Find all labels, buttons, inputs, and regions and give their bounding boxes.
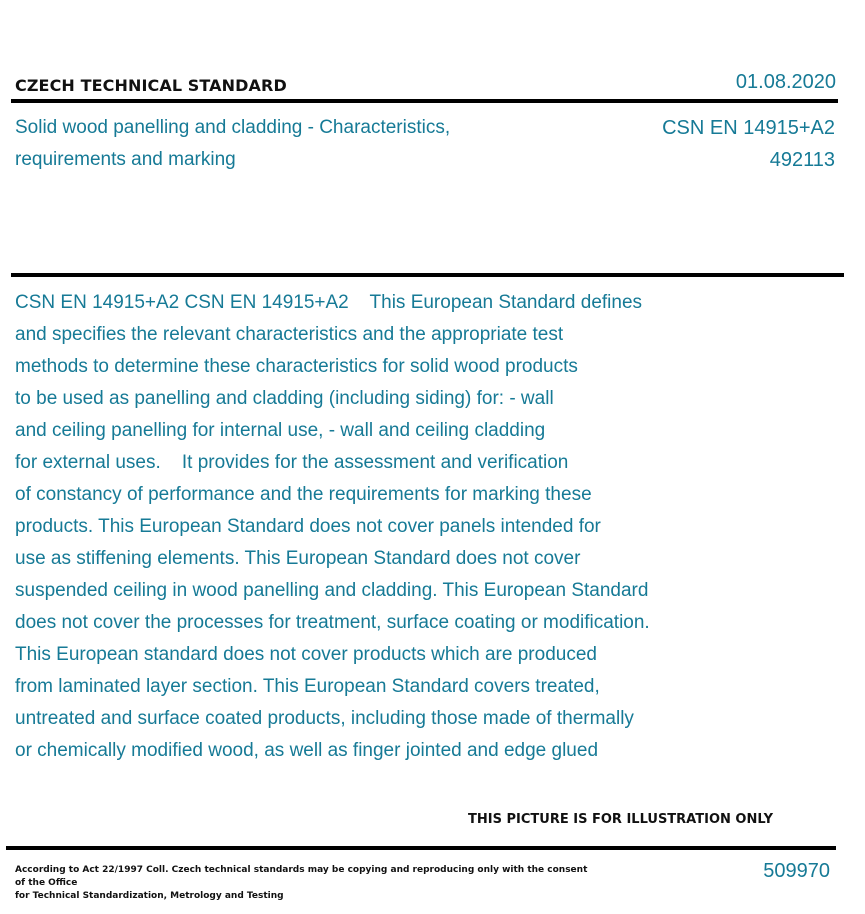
abstract-line: does not cover the processes for treatment, surface coating or modification. bbox=[15, 612, 650, 633]
header-date: 01.08.2020 bbox=[735, 71, 836, 93]
abstract-line: use as stiffening elements. This European Standard does not cover bbox=[15, 548, 581, 569]
abstract-line: This European standard does not cover products which are produced bbox=[15, 644, 597, 665]
abstract-line: suspended ceiling in wood panelling and cladding. This European Standard bbox=[15, 580, 649, 601]
footer-number: 509970 bbox=[763, 860, 830, 882]
footer-legal-line: for Technical Standardization, Metrology and Testing bbox=[15, 891, 284, 901]
standard-code: CSN EN 14915+A2 bbox=[662, 117, 835, 139]
abstract-line: or chemically modified wood, as well as finger jointed and edge glued bbox=[15, 740, 599, 761]
section-divider bbox=[11, 273, 844, 277]
standard-title-line: requirements and marking bbox=[15, 149, 236, 170]
footer-legal-note bbox=[15, 864, 595, 903]
standard-class-number: 492113 bbox=[769, 149, 835, 171]
abstract-line: untreated and surface coated products, including those made of thermally bbox=[15, 708, 634, 729]
footer-legal-line: According to Act 22/1997 Coll. Czech technical standards may be copying and reproducing only with the consent of the Office bbox=[15, 865, 588, 888]
abstract-text bbox=[15, 287, 755, 767]
illustration-note: THIS PICTURE IS FOR ILLUSTRATION ONLY bbox=[468, 812, 773, 827]
standard-title-line: Solid wood panelling and cladding - Characteristics, bbox=[15, 117, 451, 138]
footer-divider bbox=[6, 846, 836, 850]
abstract-line: CSN EN 14915+A2 CSN EN 14915+A2 This European Standard defines bbox=[15, 292, 643, 313]
abstract-line: of constancy of performance and the requirements for marking these bbox=[15, 484, 592, 505]
abstract-line: to be used as panelling and cladding (including siding) for: - wall bbox=[15, 388, 554, 409]
abstract-line: for external uses. It provides for the assessment and verification bbox=[15, 452, 569, 473]
abstract-line: products. This European Standard does not cover panels intended for bbox=[15, 516, 601, 537]
abstract-line: from laminated layer section. This European Standard covers treated, bbox=[15, 676, 600, 697]
abstract-line: and specifies the relevant characteristics and the appropriate test bbox=[15, 324, 564, 345]
standard-title bbox=[15, 112, 575, 176]
header-divider bbox=[11, 99, 838, 103]
standard-code-block bbox=[662, 112, 835, 176]
header-title: CZECH TECHNICAL STANDARD bbox=[15, 76, 287, 95]
abstract-line: methods to determine these characteristics for solid wood products bbox=[15, 356, 578, 377]
abstract-line: and ceiling panelling for internal use, - wall and ceiling cladding bbox=[15, 420, 546, 441]
